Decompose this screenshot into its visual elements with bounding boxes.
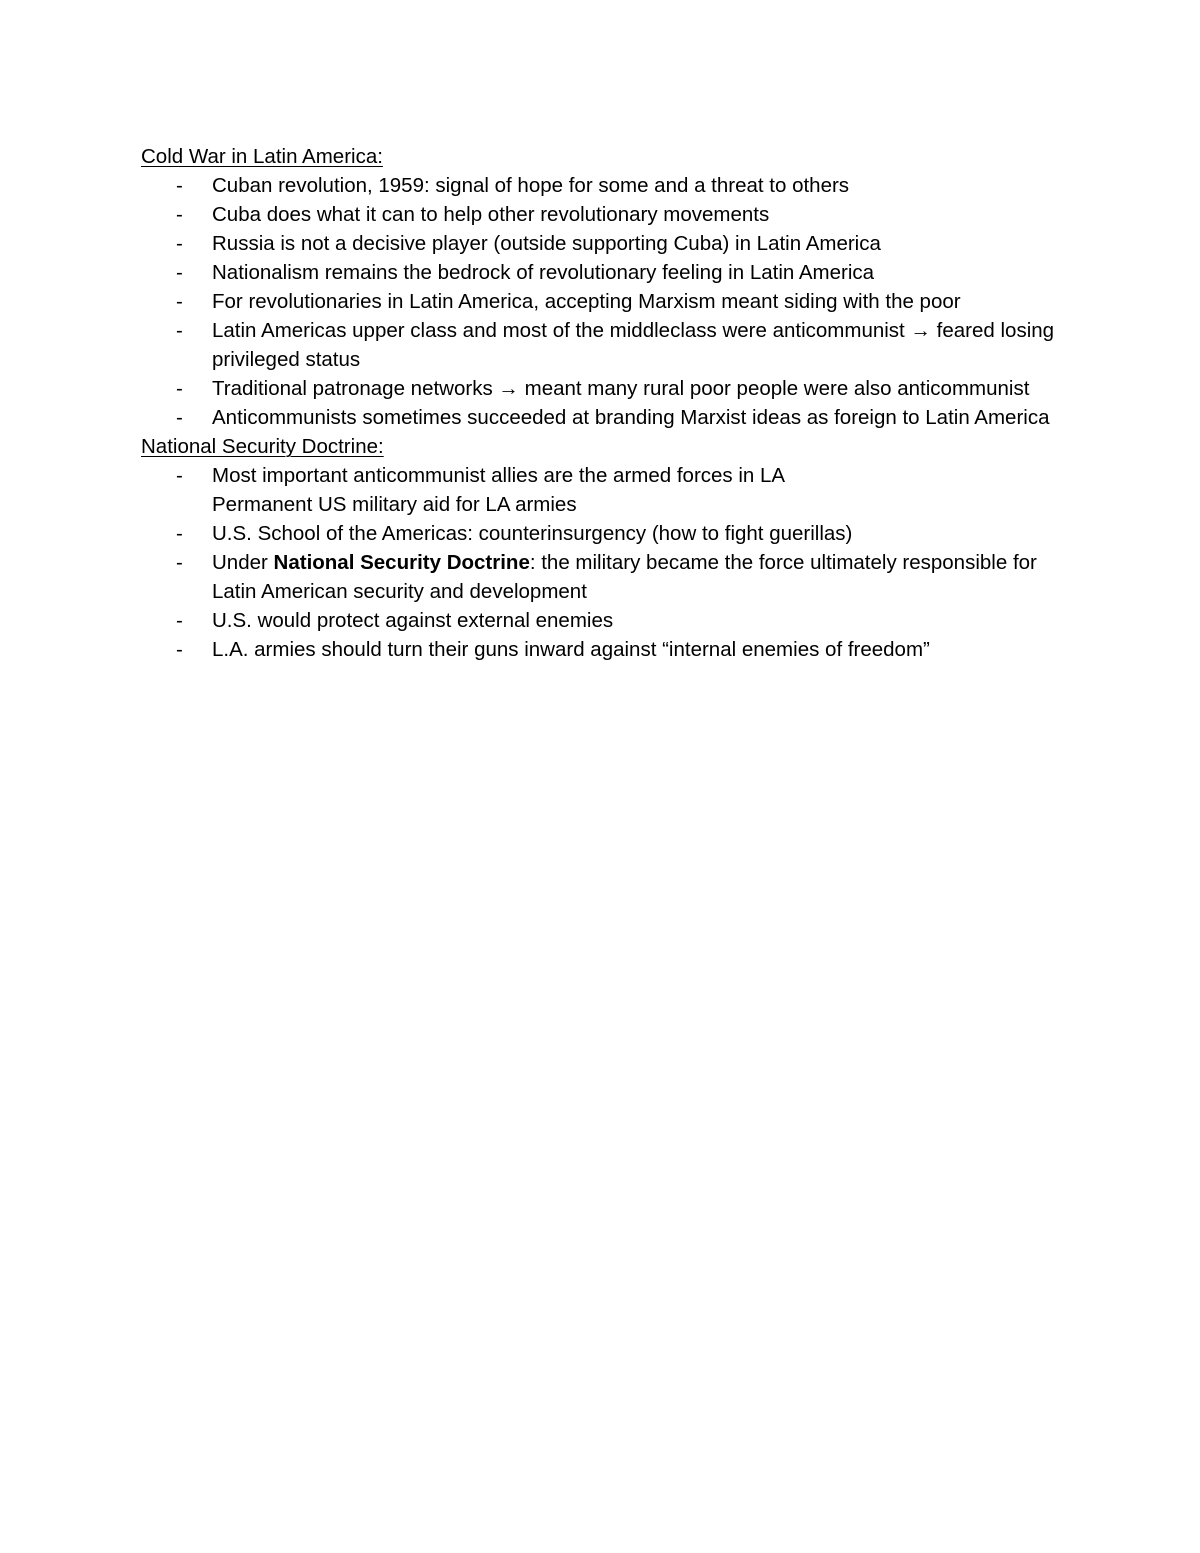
list-item (141, 635, 1081, 664)
list-item-text: : the military became the force ultimately responsible for Latin American security and development (212, 551, 1037, 603)
bullet-dash: - (176, 232, 183, 255)
national-security-bullet-list-continued (141, 519, 1081, 664)
list-item-text: Russia is not a decisive player (outside supporting Cuba) in Latin America (212, 232, 881, 255)
list-item-text: Anticommunists sometimes succeeded at branding Marxist ideas as foreign to Latin America (212, 406, 1050, 429)
section-heading-national-security: National Security Doctrine: (141, 435, 384, 458)
list-item (141, 374, 1081, 403)
list-item (141, 316, 1081, 374)
list-item-text: L.A. armies should turn their guns inward against “internal enemies of freedom” (212, 638, 930, 661)
list-item (141, 258, 1081, 287)
list-item-text: Nationalism remains the bedrock of revolutionary feeling in Latin America (212, 261, 875, 284)
list-item (141, 287, 1081, 316)
list-item (141, 519, 1081, 548)
bullet-dash: - (176, 203, 183, 226)
list-item-text: Cuba does what it can to help other revolutionary movements (212, 203, 770, 226)
list-item-text: Latin Americas upper class and most of the middleclass were anticommunist (212, 319, 905, 342)
list-item (141, 403, 1081, 432)
list-item-text: U.S. would protect against external enemies (212, 609, 614, 632)
arrow-icon: → (910, 319, 931, 342)
bullet-dash: - (176, 522, 183, 545)
cold-war-bullet-list (141, 171, 1081, 432)
bullet-dash: - (176, 261, 183, 284)
bullet-dash: - (176, 377, 183, 400)
list-item-text: U.S. School of the Americas: counterinsurgency (how to fight guerillas) (212, 522, 853, 545)
list-item-text: Traditional patronage networks (212, 377, 493, 400)
bullet-dash: - (176, 174, 183, 197)
bullet-dash: - (176, 464, 183, 487)
list-item-text: Most important anticommunist allies are the armed forces in LA (212, 464, 786, 487)
list-item (141, 200, 1081, 229)
arrow-icon: → (498, 377, 519, 400)
national-security-bullet-list (141, 461, 1081, 490)
section-heading-cold-war: Cold War in Latin America: (141, 145, 383, 168)
list-item (141, 229, 1081, 258)
list-item-text: For revolutionaries in Latin America, accepting Marxism meant siding with the poor (212, 290, 961, 313)
list-item-text: Under (212, 551, 274, 574)
list-item (141, 606, 1081, 635)
bullet-dash: - (176, 609, 183, 632)
list-item (141, 461, 1081, 490)
document-page (141, 142, 1081, 664)
list-item (141, 548, 1081, 606)
bold-term: National Security Doctrine (273, 551, 530, 574)
continuation-line: Permanent US military aid for LA armies (212, 493, 577, 516)
list-item (141, 171, 1081, 200)
bullet-dash: - (176, 319, 183, 342)
bullet-dash: - (176, 290, 183, 313)
list-item-text: Cuban revolution, 1959: signal of hope for some and a threat to others (212, 174, 850, 197)
bullet-dash: - (176, 638, 183, 661)
list-item-text: meant many rural poor people were also anticommunist (524, 377, 1030, 400)
bullet-dash: - (176, 406, 183, 429)
list-item-text: feared losing privileged status (212, 319, 1055, 371)
bullet-dash: - (176, 551, 183, 574)
